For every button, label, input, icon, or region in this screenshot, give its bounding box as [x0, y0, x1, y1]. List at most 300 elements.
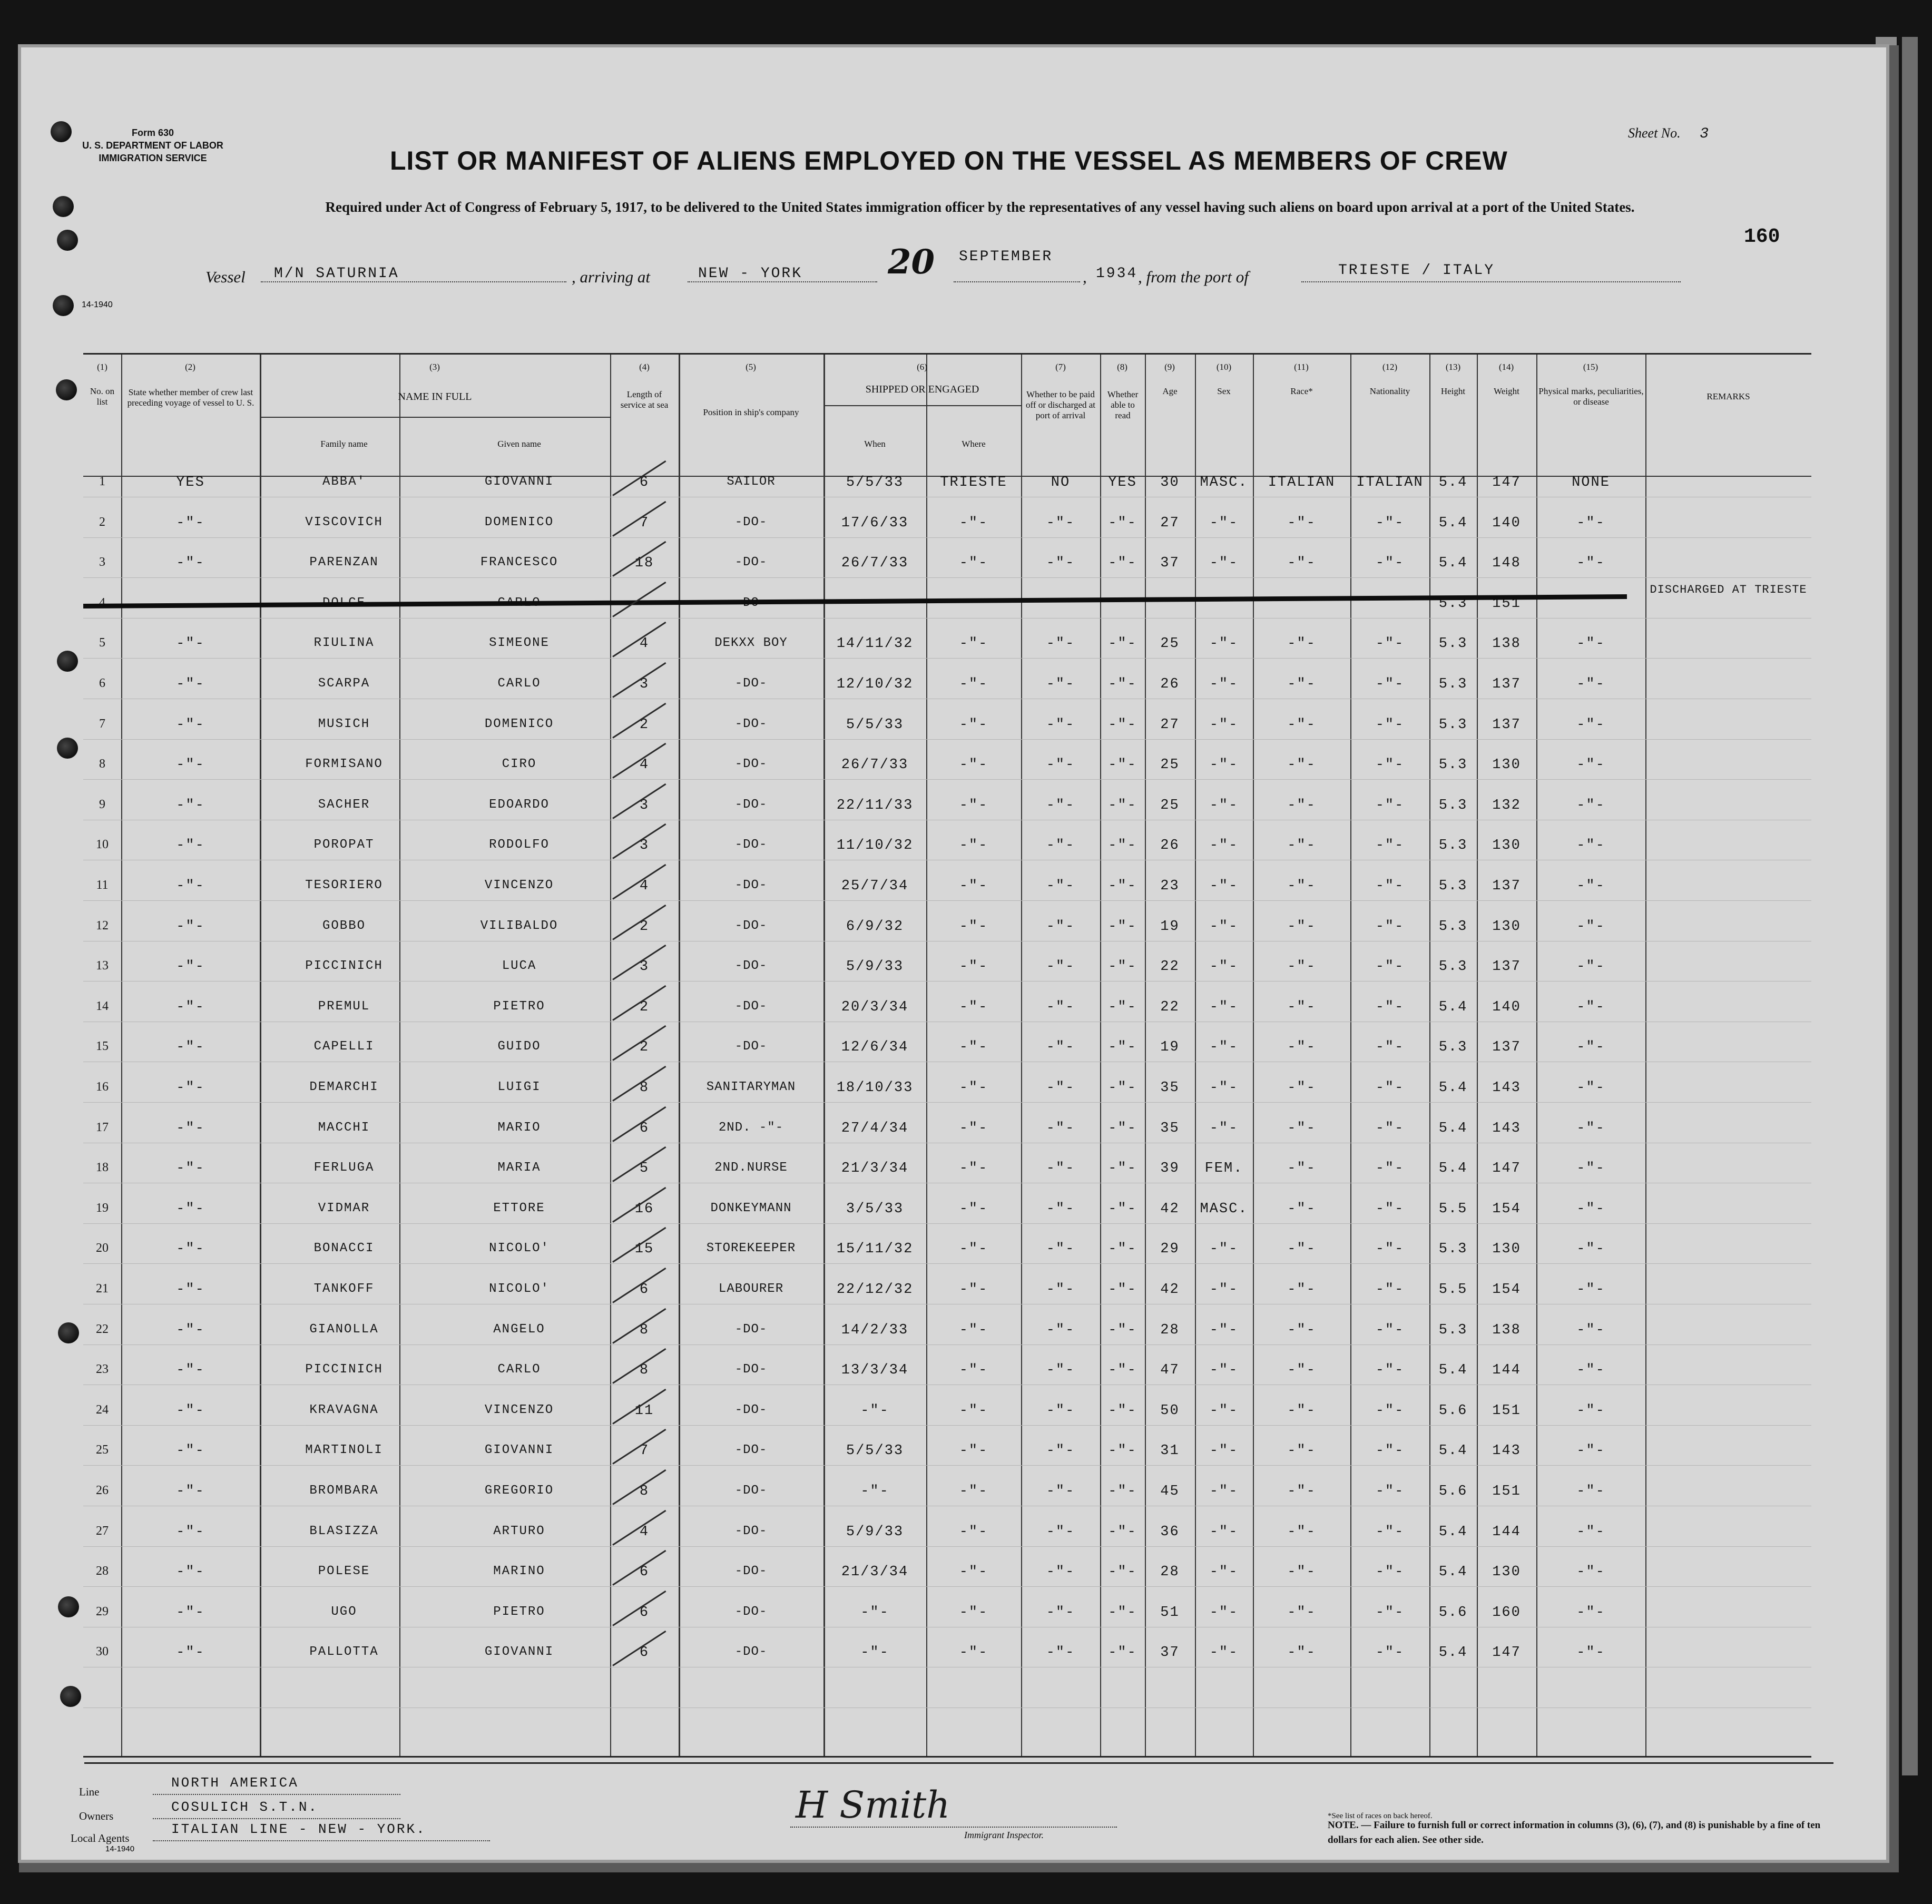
cell-where: -"-	[959, 797, 988, 813]
cell-given: GREGORIO	[484, 1484, 554, 1498]
cell-marks: -"-	[1576, 1241, 1605, 1258]
cell-service: 8	[639, 1080, 650, 1096]
table-row	[83, 1552, 1811, 1592]
cell-service: 7	[639, 1443, 650, 1459]
cell-position: -DO-	[734, 1322, 768, 1337]
binder-hole-icon	[53, 196, 74, 217]
cell-weight: 154	[1492, 1201, 1521, 1217]
column-header-c3b: Given name	[497, 439, 541, 449]
cell-when: 25/7/34	[841, 878, 909, 894]
cell-read: -"-	[1108, 999, 1137, 1015]
cell-paid: -"-	[1046, 878, 1075, 894]
cell-given: MARINO	[493, 1564, 545, 1579]
cell-height: 5.3	[1438, 797, 1468, 813]
cell-weight: 138	[1492, 636, 1521, 652]
column-header-c8: Whether able to read	[1107, 389, 1139, 420]
cell-prev: -"-	[176, 1484, 205, 1499]
cell-height: 5.3	[1438, 676, 1468, 692]
form-code-bottom: 14-1940	[105, 1844, 135, 1853]
cell-family: PICCINICH	[305, 1362, 383, 1377]
cell-race: -"-	[1287, 1080, 1316, 1096]
table-row	[83, 1512, 1811, 1552]
cell-weight: 130	[1492, 1241, 1521, 1258]
cell-marks: NONE	[1572, 475, 1610, 490]
cell-prev: -"-	[176, 999, 205, 1015]
cell-read: -"-	[1108, 515, 1137, 531]
column-number: (1)	[97, 362, 107, 372]
cell-marks: -"-	[1576, 555, 1605, 572]
cell-height: 5.4	[1438, 1120, 1468, 1136]
cell-race: -"-	[1287, 555, 1316, 572]
form-number: Form 630	[131, 127, 174, 138]
cell-sex: -"-	[1209, 1484, 1239, 1499]
table-row	[83, 785, 1811, 826]
cell-family: DEMARCHI	[309, 1080, 379, 1094]
cell-weight: 151	[1492, 595, 1521, 612]
cell-family: SACHER	[318, 797, 370, 812]
column-number: (6)	[917, 362, 927, 372]
cell-read: -"-	[1108, 1362, 1137, 1379]
table-row	[83, 1430, 1811, 1471]
cell-given: VINCENZO	[484, 1402, 554, 1417]
cell-sex: -"-	[1209, 717, 1239, 733]
cell-age: 26	[1160, 676, 1180, 692]
cell-when: 5/9/33	[846, 959, 904, 975]
cell-height: 5.4	[1438, 1645, 1468, 1661]
cell-no: 24	[96, 1402, 109, 1417]
cell-marks: -"-	[1576, 1282, 1605, 1298]
cell-no: 8	[99, 757, 105, 771]
inspector-signature: H Smith	[796, 1783, 950, 1827]
cell-family: MACCHI	[318, 1120, 370, 1135]
cell-race: -"-	[1287, 1564, 1316, 1581]
cell-weight: 137	[1492, 717, 1521, 733]
cell-marks: -"-	[1576, 1402, 1605, 1419]
cell-paid: -"-	[1046, 555, 1075, 572]
cell-family: UGO	[331, 1604, 357, 1619]
cell-given: GIOVANNI	[484, 475, 554, 489]
cell-height: 5.4	[1438, 1080, 1468, 1096]
cell-weight: 130	[1492, 838, 1521, 854]
cell-no: 16	[96, 1080, 109, 1094]
cell-read: -"-	[1108, 1402, 1137, 1419]
cell-race: -"-	[1287, 1241, 1316, 1258]
cell-marks: -"-	[1576, 676, 1605, 692]
cell-race: -"-	[1287, 636, 1316, 652]
cell-weight: 143	[1492, 1443, 1521, 1459]
cell-prev: -"-	[176, 676, 205, 692]
column-number: (2)	[185, 362, 195, 372]
cell-age: 22	[1160, 999, 1180, 1015]
cell-age: 31	[1160, 1443, 1180, 1459]
cell-race: -"-	[1287, 676, 1316, 692]
column-header-c6: SHIPPED OR ENGAGED	[865, 384, 979, 395]
cell-height: 5.4	[1438, 475, 1468, 490]
table-row	[83, 1632, 1811, 1673]
page-subtitle: Required under Act of Congress of February 5, 1917, to be delivered to the United States immigration officer by the representatives of any vessel having such aliens on board upon arrival at a port of the United States.	[325, 199, 1635, 215]
cell-position: -DO-	[734, 1645, 768, 1660]
arriving-label: , arriving at	[572, 268, 650, 286]
line-value: NORTH AMERICA	[171, 1775, 299, 1791]
cell-service: 8	[639, 1484, 650, 1499]
table-row	[83, 1027, 1811, 1067]
cell-race: -"-	[1287, 717, 1316, 733]
cell-weight: 144	[1492, 1524, 1521, 1540]
cell-prev: -"-	[176, 797, 205, 813]
table-row	[83, 1229, 1811, 1269]
binder-hole-icon	[57, 651, 78, 672]
cell-no: 22	[96, 1322, 109, 1336]
column-header-c7: Whether to be paid off or discharged at port of arrival	[1025, 389, 1096, 420]
arrival-day: 20	[888, 242, 935, 282]
cell-read: -"-	[1108, 1039, 1137, 1056]
cell-prev: -"-	[176, 1241, 205, 1258]
table-row	[83, 866, 1811, 906]
cell-nat: -"-	[1375, 555, 1405, 572]
cell-sex: -"-	[1209, 676, 1239, 692]
cell-given: PIETRO	[493, 999, 545, 1014]
cell-weight: 143	[1492, 1120, 1521, 1136]
cell-when: -"-	[860, 1604, 889, 1621]
cell-race: -"-	[1287, 1484, 1316, 1499]
cell-no: 25	[96, 1443, 109, 1457]
cell-read: -"-	[1108, 1645, 1137, 1661]
cell-given: MARIA	[497, 1161, 541, 1175]
cell-age: 30	[1160, 475, 1180, 490]
table-row	[83, 623, 1811, 664]
cell-paid: -"-	[1046, 1241, 1075, 1258]
cell-when: 21/3/34	[841, 1161, 909, 1177]
cell-paid: -"-	[1046, 515, 1075, 531]
cell-weight: 148	[1492, 555, 1521, 572]
cell-race: -"-	[1287, 1604, 1316, 1621]
column-header-c4: Length of service at sea	[620, 389, 669, 410]
cell-age: 27	[1160, 515, 1180, 531]
table-row	[83, 987, 1811, 1027]
cell-service: 6	[639, 1282, 650, 1298]
cell-nat: -"-	[1375, 676, 1405, 692]
cell-no: 11	[96, 878, 109, 892]
cell-sex: -"-	[1209, 1120, 1239, 1136]
cell-sex: -"-	[1209, 999, 1239, 1015]
table-row	[83, 503, 1811, 543]
cell-service: 3	[639, 676, 650, 692]
cell-family: SCARPA	[318, 676, 370, 691]
cell-race: -"-	[1287, 1201, 1316, 1217]
table-row	[83, 583, 1811, 624]
cell-age: 47	[1160, 1362, 1180, 1379]
cell-marks: -"-	[1576, 1645, 1605, 1661]
cell-prev: -"-	[176, 838, 205, 854]
cell-position: -DO-	[734, 959, 768, 974]
cell-position: -DO-	[734, 999, 768, 1014]
column-number: (7)	[1055, 362, 1066, 372]
cell-position: -DO-	[734, 1362, 768, 1377]
cell-no: 28	[96, 1564, 109, 1578]
cell-service: 8	[639, 1362, 650, 1379]
cell-service: 6	[639, 1604, 650, 1621]
cell-service: 15	[634, 1241, 654, 1258]
column-header-c6a: When	[864, 439, 886, 449]
cell-given: GIOVANNI	[484, 1443, 554, 1458]
cell-nat: -"-	[1375, 717, 1405, 733]
cell-prev: -"-	[176, 757, 205, 773]
cell-age: 19	[1160, 918, 1180, 935]
cell-service: 6	[639, 1564, 650, 1581]
cell-no: 17	[96, 1120, 109, 1134]
cell-service: 18	[634, 555, 654, 572]
cell-nat: -"-	[1375, 1484, 1405, 1499]
cell-read: -"-	[1108, 1282, 1137, 1298]
cell-nat: -"-	[1375, 1443, 1405, 1459]
cell-given: PIETRO	[493, 1604, 545, 1619]
cell-race: -"-	[1287, 1322, 1316, 1338]
cell-height: 5.5	[1438, 1282, 1468, 1298]
cell-family: POLESE	[318, 1564, 370, 1579]
column-number: (14)	[1498, 362, 1514, 372]
cell-weight: 151	[1492, 1402, 1521, 1419]
cell-where: -"-	[959, 1362, 988, 1379]
cell-weight: 137	[1492, 878, 1521, 894]
binder-hole-icon	[58, 1596, 79, 1617]
cell-service: 4	[639, 636, 650, 652]
cell-marks: -"-	[1576, 1080, 1605, 1096]
cell-prev: -"-	[176, 717, 205, 733]
cell-height: 5.6	[1438, 1604, 1468, 1621]
cell-race: -"-	[1287, 1645, 1316, 1661]
cell-paid: -"-	[1046, 1039, 1075, 1056]
cell-paid: -"-	[1046, 959, 1075, 975]
cell-where: -"-	[959, 1161, 988, 1177]
cell-no: 21	[96, 1282, 109, 1295]
cell-height: 5.4	[1438, 1362, 1468, 1379]
cell-height: 5.6	[1438, 1484, 1468, 1499]
cell-weight: 138	[1492, 1322, 1521, 1338]
cell-prev: -"-	[176, 1564, 205, 1581]
cell-read: -"-	[1108, 959, 1137, 975]
column-number: (4)	[639, 362, 650, 372]
cell-family: FORMISANO	[305, 757, 383, 772]
cell-position: -DO-	[734, 1524, 768, 1538]
cell-nat: -"-	[1375, 1120, 1405, 1136]
column-header-c6b: Where	[962, 439, 986, 449]
cell-where: -"-	[959, 1201, 988, 1217]
cell-no: 27	[96, 1524, 109, 1538]
cell-paid: -"-	[1046, 1362, 1075, 1379]
cell-position: SANITARYMAN	[706, 1080, 796, 1094]
cell-position: -DO-	[734, 1604, 768, 1619]
cell-race: -"-	[1287, 838, 1316, 854]
cell-age: 25	[1160, 797, 1180, 813]
cell-marks: -"-	[1576, 1322, 1605, 1338]
cell-paid: -"-	[1046, 999, 1075, 1015]
cell-paid: -"-	[1046, 838, 1075, 854]
cell-marks: -"-	[1576, 878, 1605, 894]
cell-weight: 137	[1492, 959, 1521, 975]
cell-marks: -"-	[1576, 918, 1605, 935]
cell-age: 22	[1160, 959, 1180, 975]
cell-height: 5.3	[1438, 1039, 1468, 1056]
cell-family: KRAVAGNA	[309, 1402, 379, 1417]
cell-position: STOREKEEPER	[706, 1241, 796, 1256]
cell-age: 28	[1160, 1564, 1180, 1581]
cell-no: 5	[99, 636, 105, 650]
cell-where: -"-	[959, 918, 988, 935]
vessel-line	[205, 242, 1681, 295]
cell-read: -"-	[1108, 555, 1137, 572]
cell-no: 18	[96, 1161, 109, 1175]
cell-read: YES	[1108, 475, 1137, 490]
cell-marks: -"-	[1576, 1524, 1605, 1540]
cell-read: -"-	[1108, 757, 1137, 773]
cell-when: 12/6/34	[841, 1039, 909, 1056]
page-stack-edge	[1902, 37, 1918, 1775]
cell-family: BLASIZZA	[309, 1524, 379, 1538]
cell-family: RIULINA	[313, 636, 375, 651]
cell-position: -DO-	[734, 1564, 768, 1579]
cell-sex: -"-	[1209, 1564, 1239, 1581]
table-row	[83, 1592, 1811, 1633]
cell-where: -"-	[959, 1484, 988, 1499]
cell-when: 26/7/33	[841, 757, 909, 773]
cell-family: PREMUL	[318, 999, 370, 1014]
cell-where: -"-	[959, 1039, 988, 1056]
cell-age: 37	[1160, 1645, 1180, 1661]
cell-given: FRANCESCO	[480, 555, 558, 570]
cell-age: 35	[1160, 1080, 1180, 1096]
column-header-c13: Height	[1440, 386, 1466, 396]
table-row	[83, 1108, 1811, 1149]
cell-paid: -"-	[1046, 918, 1075, 935]
column-header-c15: Physical marks, peculiarities, or disease	[1538, 386, 1644, 407]
cell-nat: -"-	[1375, 1645, 1405, 1661]
cell-read: -"-	[1108, 636, 1137, 652]
cell-age: 23	[1160, 878, 1180, 894]
cell-position: SAILOR	[727, 475, 776, 489]
cell-family: PALLOTTA	[309, 1645, 379, 1660]
cell-when: 17/6/33	[841, 515, 909, 531]
cell-given: CARLO	[497, 1362, 541, 1377]
cell-where: -"-	[959, 1524, 988, 1540]
cell-weight: 143	[1492, 1080, 1521, 1096]
cell-read: -"-	[1108, 1484, 1137, 1499]
cell-service: 3	[639, 797, 650, 813]
cell-paid: -"-	[1046, 1080, 1075, 1096]
cell-family: POROPAT	[313, 838, 375, 852]
cell-weight: 140	[1492, 999, 1521, 1015]
cell-age: 27	[1160, 717, 1180, 733]
cell-prev: -"-	[176, 1039, 205, 1056]
cell-position: DONKEYMANN	[710, 1201, 792, 1215]
cell-when: 22/11/33	[836, 797, 914, 813]
cell-prev: YES	[176, 475, 205, 490]
cell-marks: -"-	[1576, 515, 1605, 531]
cell-race: -"-	[1287, 1120, 1316, 1136]
cell-sex: -"-	[1209, 878, 1239, 894]
cell-position: -DO-	[734, 717, 768, 731]
cell-race: -"-	[1287, 1161, 1316, 1177]
cell-read: -"-	[1108, 1564, 1137, 1581]
column-header-c5: Position in ship's company	[703, 407, 799, 417]
cell-given: NICOLO'	[489, 1282, 550, 1296]
cell-read: -"-	[1108, 1161, 1137, 1177]
signature-line	[790, 1827, 1117, 1828]
cell-height: 5.3	[1438, 636, 1468, 652]
page-title: LIST OR MANIFEST OF ALIENS EMPLOYED ON THE VESSEL AS MEMBERS OF CREW	[390, 146, 1508, 175]
cell-marks: -"-	[1576, 1362, 1605, 1379]
cell-given: ARTURO	[493, 1524, 545, 1538]
column-header-c14: Weight	[1494, 386, 1519, 396]
column-header-c2: State whether member of crew last preceding voyage of vessel to U. S.	[127, 387, 254, 408]
cell-where: -"-	[959, 1322, 988, 1338]
row-rule	[83, 1707, 1811, 1708]
table-row	[83, 825, 1811, 866]
cell-read: -"-	[1108, 838, 1137, 854]
crew-table	[83, 353, 1811, 1758]
cell-nat: -"-	[1375, 878, 1405, 894]
cell-age: 26	[1160, 838, 1180, 854]
cell-age: 42	[1160, 1201, 1180, 1217]
column-header-c12: Nationality	[1369, 386, 1410, 396]
cell-where: -"-	[959, 717, 988, 733]
cell-position: -DO-	[734, 515, 768, 529]
table-row	[83, 1148, 1811, 1189]
cell-paid: -"-	[1046, 1564, 1075, 1581]
table-row	[83, 462, 1811, 503]
cell-marks: -"-	[1576, 1120, 1605, 1136]
cell-paid: -"-	[1046, 717, 1075, 733]
form-header	[63, 126, 242, 164]
cell-race: -"-	[1287, 918, 1316, 935]
cell-sex: -"-	[1209, 838, 1239, 854]
cell-race: -"-	[1287, 878, 1316, 894]
cell-prev: -"-	[176, 1443, 205, 1459]
cell-given: GUIDO	[497, 1039, 541, 1054]
cell-nat: -"-	[1375, 959, 1405, 975]
cell-race: -"-	[1287, 757, 1316, 773]
cell-where: -"-	[959, 1402, 988, 1419]
cell-marks: -"-	[1576, 1484, 1605, 1499]
cell-marks: -"-	[1576, 838, 1605, 854]
cell-race: -"-	[1287, 1039, 1316, 1056]
cell-sex: -"-	[1209, 1604, 1239, 1621]
cell-family: ABBA'	[322, 475, 366, 489]
column-number: (13)	[1445, 362, 1461, 372]
cell-sex: -"-	[1209, 1645, 1239, 1661]
cell-nat: -"-	[1375, 1524, 1405, 1540]
cell-no: 10	[96, 838, 109, 852]
sheet-number	[1628, 125, 1710, 142]
cell-no: 26	[96, 1484, 109, 1497]
cell-where: -"-	[959, 1241, 988, 1258]
cell-nat: -"-	[1375, 1322, 1405, 1338]
cell-where: -"-	[959, 1120, 988, 1136]
arrival-year: 1934	[1096, 266, 1138, 282]
cell-paid: -"-	[1046, 1322, 1075, 1338]
cell-nat: -"-	[1375, 1241, 1405, 1258]
table-row	[83, 1471, 1811, 1512]
binder-hole-icon	[58, 1322, 79, 1343]
cell-paid: -"-	[1046, 1443, 1075, 1459]
cell-family: CAPELLI	[313, 1039, 375, 1054]
cell-nat: -"-	[1375, 838, 1405, 854]
cell-prev: -"-	[176, 1282, 205, 1298]
cell-marks: -"-	[1576, 959, 1605, 975]
cell-age: 28	[1160, 1322, 1180, 1338]
cell-when: 27/4/34	[841, 1120, 909, 1136]
cell-service: 8	[639, 1322, 650, 1338]
cell-paid: -"-	[1046, 1524, 1075, 1540]
